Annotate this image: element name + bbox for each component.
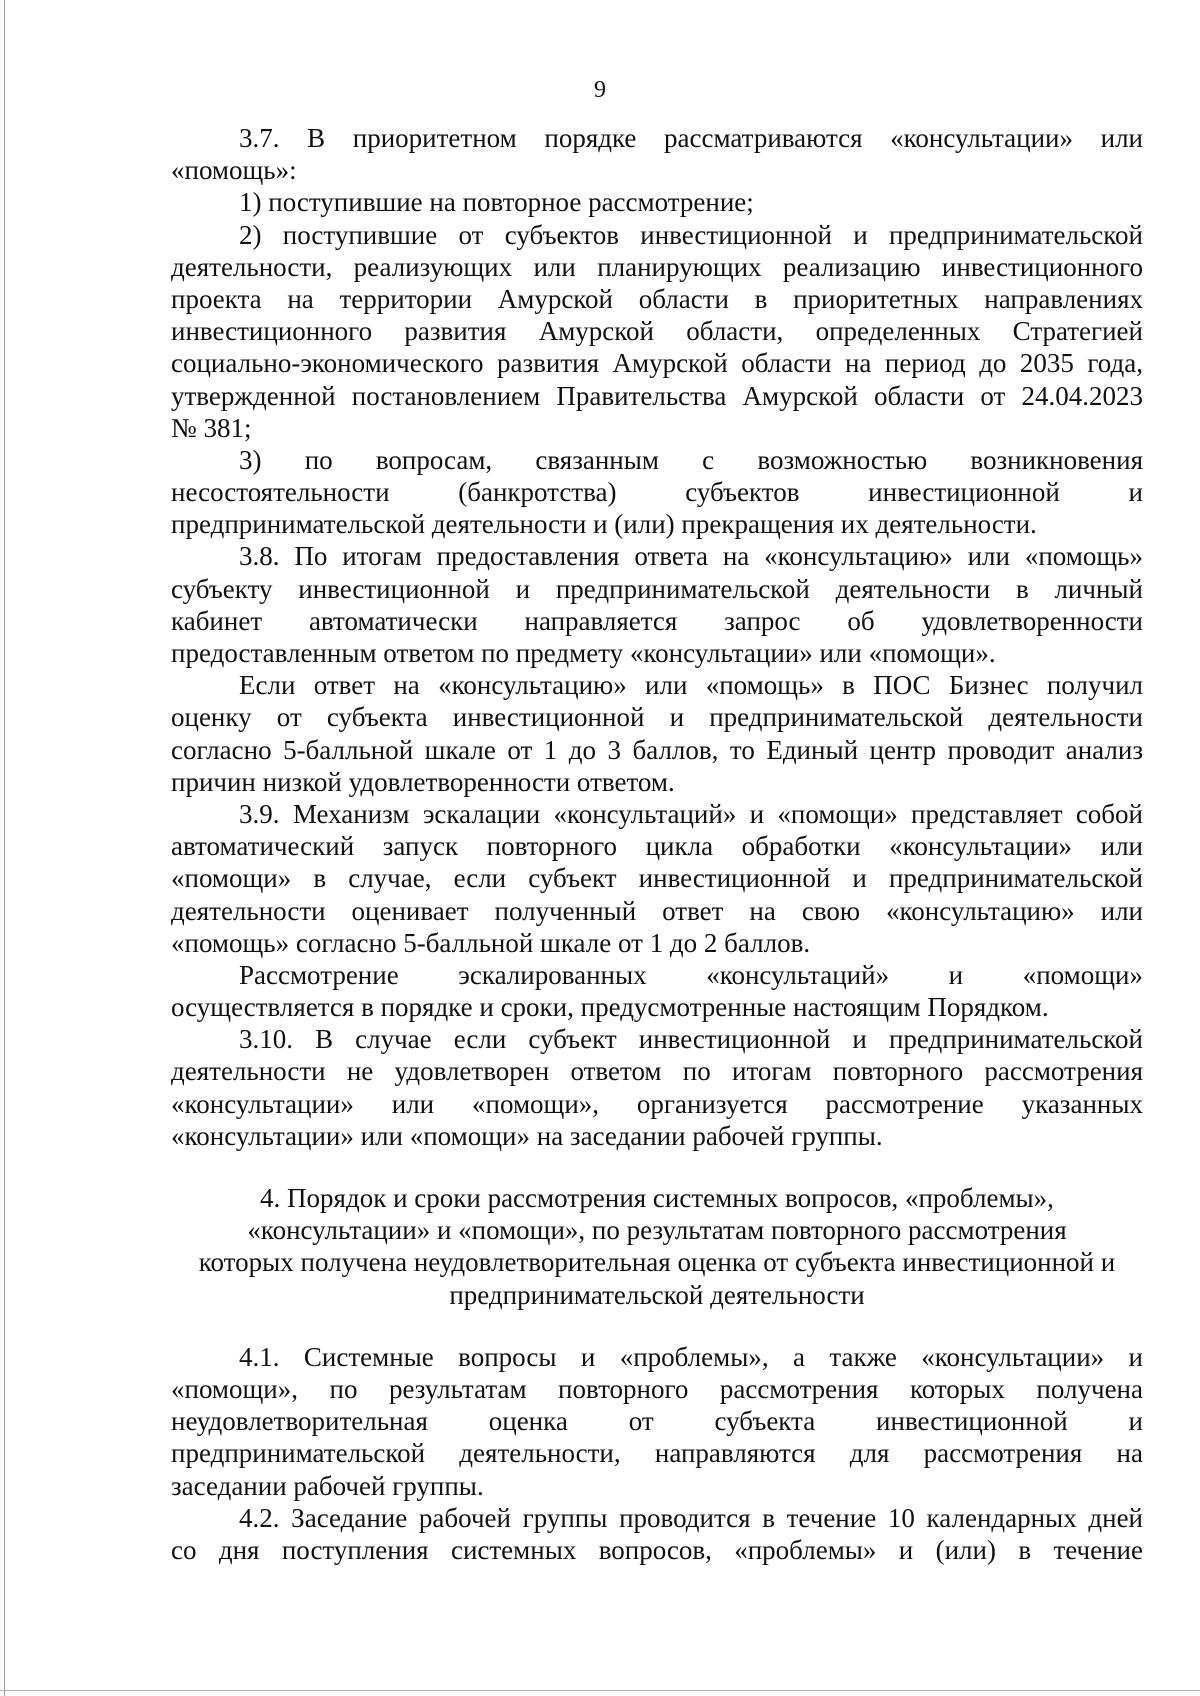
text-line: предпринимательской деятельности и (или) прекращения их деятельности. bbox=[171, 509, 1037, 540]
text-line: осуществляется в порядке и сроки, предусмотренные настоящим Порядком. bbox=[171, 992, 1049, 1023]
text-line: проекта на территории Амурской области в приоритетных направлениях bbox=[171, 283, 1143, 314]
text-line: субъекту инвестиционной и предпринимательской деятельности в личный bbox=[171, 573, 1143, 604]
text-line: «помощи», по результатам повторного рассмотрения которых получена bbox=[171, 1373, 1143, 1404]
text-line: № 381; bbox=[171, 412, 252, 443]
paragraph-3-10 bbox=[171, 1023, 1143, 1152]
section-spacer bbox=[171, 1152, 1143, 1182]
text-line: причин низкой удовлетворенности ответом. bbox=[171, 766, 675, 797]
heading-line: предпринимательской деятельности bbox=[449, 1279, 865, 1310]
text-line: 3.7. В приоритетном порядке рассматриваются «консультации» или bbox=[239, 123, 1143, 153]
paragraph-3-8 bbox=[171, 540, 1143, 798]
text-line: автоматический запуск повторного цикла обработки «консультации» или bbox=[171, 831, 1143, 862]
heading-line: которых получена неудовлетворительная оценка от субъекта инвестиционной и bbox=[198, 1247, 1116, 1278]
paragraph-4-2 bbox=[171, 1502, 1143, 1566]
text-line: 3.8. По итогам предоставления ответа на «консультацию» или «помощь» bbox=[239, 541, 1143, 572]
text-line: 4.1. Системные вопросы и «проблемы», а также «консультации» и bbox=[239, 1341, 1143, 1372]
text-line: «консультации» или «помощи», организуется рассмотрение указанных bbox=[171, 1088, 1143, 1119]
text-line: деятельности не удовлетворен ответом по итогам повторного рассмотрения bbox=[171, 1056, 1143, 1087]
paragraph-3-9 bbox=[171, 798, 1143, 1023]
text-line: 3.10. В случае если субъект инвестиционной и предпринимательской bbox=[239, 1024, 1143, 1055]
text-line: несостоятельности (банкротства) субъектов инвестиционной и bbox=[171, 477, 1143, 508]
text-line: кабинет автоматически направляется запрос об удовлетворенности bbox=[171, 605, 1143, 636]
document-body bbox=[171, 122, 1143, 1566]
text-line: «помощь» согласно 5-балльной шкале от 1 до 2 баллов. bbox=[171, 927, 811, 958]
text-line: утвержденной постановлением Правительства Амурской области от 24.04.2023 bbox=[171, 380, 1143, 411]
scan-bottom-line bbox=[0, 1690, 1200, 1691]
text-line: инвестиционного развития Амурской области, определенных Стратегией bbox=[171, 316, 1143, 347]
text-line: 4.2. Заседание рабочей группы проводится в течение 10 календарных дней bbox=[239, 1502, 1143, 1533]
text-line: предпринимательской деятельности, направляются для рассмотрения на bbox=[171, 1438, 1143, 1469]
text-line: предоставленным ответом по предмету «консультации» или «помощи». bbox=[171, 638, 996, 668]
text-line: заседании рабочей группы. bbox=[171, 1470, 484, 1501]
text-line: социально-экономического развития Амурской области на период до 2035 года, bbox=[171, 348, 1143, 379]
text-line: со дня поступления системных вопросов, «проблемы» и (или) в течение bbox=[171, 1534, 1143, 1565]
paragraph-4-1 bbox=[171, 1341, 1143, 1502]
text-line: 3.9. Механизм эскалации «консультаций» и «помощи» представляет собой bbox=[239, 798, 1143, 829]
text-line: «консультации» или «помощи» на заседании рабочей группы. bbox=[171, 1120, 883, 1151]
text-line: деятельности, реализующих или планирующих реализацию инвестиционного bbox=[171, 251, 1143, 282]
section-spacer bbox=[171, 1311, 1143, 1341]
text-line: 1) поступившие на повторное рассмотрение; bbox=[239, 187, 754, 218]
page-number: 9 bbox=[594, 77, 606, 103]
scan-edge-line bbox=[4, 0, 5, 1696]
paragraph-3-7 bbox=[171, 122, 1143, 540]
text-line: неудовлетворительная оценка от субъекта инвестиционной и bbox=[171, 1406, 1143, 1437]
text-line: 3) по вопросам, связанным с возможностью возникновения bbox=[239, 444, 1143, 475]
section-4-heading bbox=[171, 1182, 1143, 1311]
heading-line: «консультации» и «помощи», по результатам повторного рассмотрения bbox=[247, 1215, 1067, 1246]
text-line: 2) поступившие от субъектов инвестиционной и предпринимательской bbox=[239, 219, 1143, 250]
text-line: Рассмотрение эскалированных «консультаций» и «помощи» bbox=[239, 959, 1143, 990]
text-line: согласно 5-балльной шкале от 1 до 3 баллов, то Единый центр проводит анализ bbox=[171, 734, 1143, 765]
text-line: «помощь»: bbox=[171, 155, 297, 186]
text-line: деятельности оценивает полученный ответ на свою «консультацию» или bbox=[171, 895, 1143, 926]
text-line: «помощи» в случае, если субъект инвестиционной и предпринимательской bbox=[171, 863, 1143, 894]
heading-line: 4. Порядок и сроки рассмотрения системных вопросов, «проблемы», bbox=[260, 1183, 1054, 1213]
text-line: оценку от субъекта инвестиционной и предпринимательской деятельности bbox=[171, 702, 1143, 733]
text-line: Если ответ на «консультацию» или «помощь» в ПОС Бизнес получил bbox=[239, 670, 1143, 701]
